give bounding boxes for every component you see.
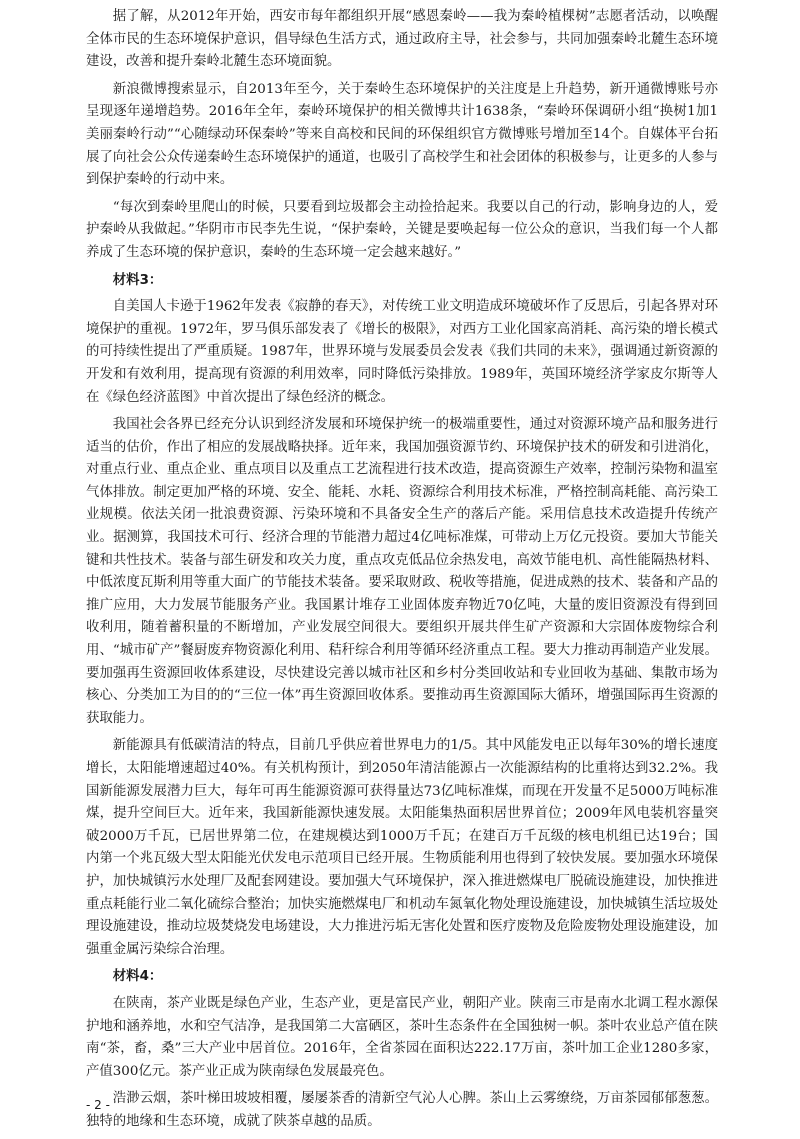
paragraph: 自美国人卡逊于1962年发表《寂静的春天》，对传统工业文明造成环境破坏作了反思后，引起各界对环境保护的重视。1972年，罗马俱乐部发表了《增长的极限》，对西方工业化国家高消耗、高污染的增长模式的可持续性提出了严重质疑。1987年，世界环境与发展委员会发表《我们共同的未来》，强调通过新资源的开发和有效利用，提高现有资源的利用效率，同时降低污染排放。1989年，英国环境经济学家皮尔斯等人在《绿色经济蓝图》中首次提出了绿色经济的概念。 (86, 299, 718, 405)
page-number: - 2 - (86, 1098, 110, 1112)
paragraph: 我国社会各界已经充分认识到经济发展和环境保护统一的极端重要性，通过对资源环境产品和服务进行适当的估价，作出了相应的发展战略抉择。近年来，我国加强资源节约、环境保护技术的研发和引进消化，对重点行业、重点企业、重点项目以及重点工艺流程进行技术改造，提高资源生产效率，控制污染物和温室气体排放。制定更加严格的环境、安全、能耗、水耗、资源综合利用技术标准，严格控制高耗能、高污染工业规模。依法关闭一批浪费资源、污染环境和不具备安全生产的落后产能。采用信息技术改造提升传统产业。据测算，我国技术可行、经济合理的节能潜力超过4亿吨标准煤，可带动上万亿元投资。要加大节能关键和共性技术。装备与部生研发和攻关力度，重点攻克低品位余热发电，高效节能电机、高性能隔热材料、中低浓度瓦斯利用等重大面广的节能技术装备。要采取财政、税收等措施，促进成熟的技术、装备和产品的推广应用，大力发展节能服务产业。我国累计堆存工业固体废弃物近70亿吨，大量的废旧资源没有得到回收利用，随着蓄积量的不断增加，产业发展空间很大。要组织开展共伴生矿产资源和大宗固体废物综合利用、“城市矿产”餐厨废弃物资源化利用、秸秆综合利用等循环经济重点工程。要大力推动再制造产业发展。要加强再生资源回收体系建设，尽快建设完善以城市社区和乡村分类回收站和专业回收为基础、集散市场为核心、分类加工为目的的“三位一体”再生资源回收体系。要推动再生资源国际大循环，增强国际再生资源的获取能力。 (86, 417, 718, 726)
section-heading: 材料3： (112, 272, 163, 288)
paragraph: “每次到秦岭里爬山的时候，只要看到垃圾都会主动捡拾起来。我要以自己的行动，影响身边的人，爱护秦岭从我做起。”华阴市市民李先生说，“保护秦岭，关键是要唤起每一位公众的意识，当我们每一个人都养成了生态环境的保护意识，秦岭的生态环境一定会越来越好。” (86, 199, 718, 260)
document-page (86, 6, 718, 1139)
paragraph: 据了解，从2012年开始，西安市每年都组织开展“感恩秦岭——我为秦岭植棵树”志愿者活动，以唤醒全体市民的生态环境保护意识，倡导绿色生活方式，通过政府主导，社会参与，共同加强秦岭北麓生态环境建设，改善和提升秦岭北麓生态环境面貌。 (86, 9, 718, 70)
paragraph: 新浪微博搜索显示，自2013年至今，关于秦岭生态环境保护的关注度是上升趋势，新开通微博账号亦呈现逐年递增趋势。2016年全年，秦岭环境保护的相关微博共计1638条，“秦岭环保调研小组“换树1加1美丽秦岭行动”“心随绿动环保秦岭”等来自高校和民间的环保组织官方微博账号增加至14个。自媒体平台拓展了向社会公众传递秦岭生态环境保护的通道，也吸引了高校学生和社会团体的积极参与，让更多的人参与到保护秦岭的行动中来。 (86, 81, 718, 188)
paragraph: 在陕南，茶产业既是绿色产业，生态产业，更是富民产业，朝阳产业。陕南三市是南水北调工程水源保护地和涵养地，水和空气洁净，是我国第二大富硒区，茶叶生态条件在全国独树一帜。茶叶农业总产值在陕南“茶，畜，桑”三大产业中居首位。2016年，全省茶园在面积达222.17万亩，茶叶加工企业1280多家，产值300亿元。茶产业正成为陕南绿色发展最亮色。 (86, 995, 718, 1079)
paragraph: 浩渺云烟，茶叶梯田坡坡相覆，屡屡茶香的清新空气沁人心脾。茶山上云雾缭绕，万亩茶园郁郁葱葱。独特的地缘和生态环境，成就了陕茶卓越的品质。 (86, 1091, 718, 1129)
paragraph: 新能源具有低碳清洁的特点，目前几乎供应着世界电力的1/5。其中风能发电正以每年30%的增长速度增长，太阳能增速超过40%。有关机构预计，到2050年清洁能源占一次能源结构的比重将达到32.2%。我国新能源发展潜力巨大，每年可再生能源资源可获得量达73亿吨标准煤，而现在开发量不足5000万吨标准煤，提升空间巨大。近年来，我国新能源快速发展。太阳能集热面积居世界首位；2009年风电装机容量突破2000万千瓦，已居世界第二位，在建规模达到1000万千瓦；在建百万千瓦级的核电机组已达19台；国内第一个兆瓦级大型太阳能光伏发电示范项目已经开展。生物质能利用也得到了较快发展。要加强水环境保护，加快城镇污水处理厂及配套网建设。要加强大气环境保护，深入推进燃煤电厂脱硫设施建设，加快推进重点耗能行业二氧化硫综合整治；加快实施燃煤电厂和机动车氮氧化物处理设施建设，加快城镇生活垃圾处理设施建设，推动垃圾焚烧发电场建设，大力推进污垢无害化处置和医疗废物及危险废物处理设施建设，加强重金属污染综合治理。 (86, 738, 718, 957)
section-heading: 材料4： (112, 969, 163, 985)
